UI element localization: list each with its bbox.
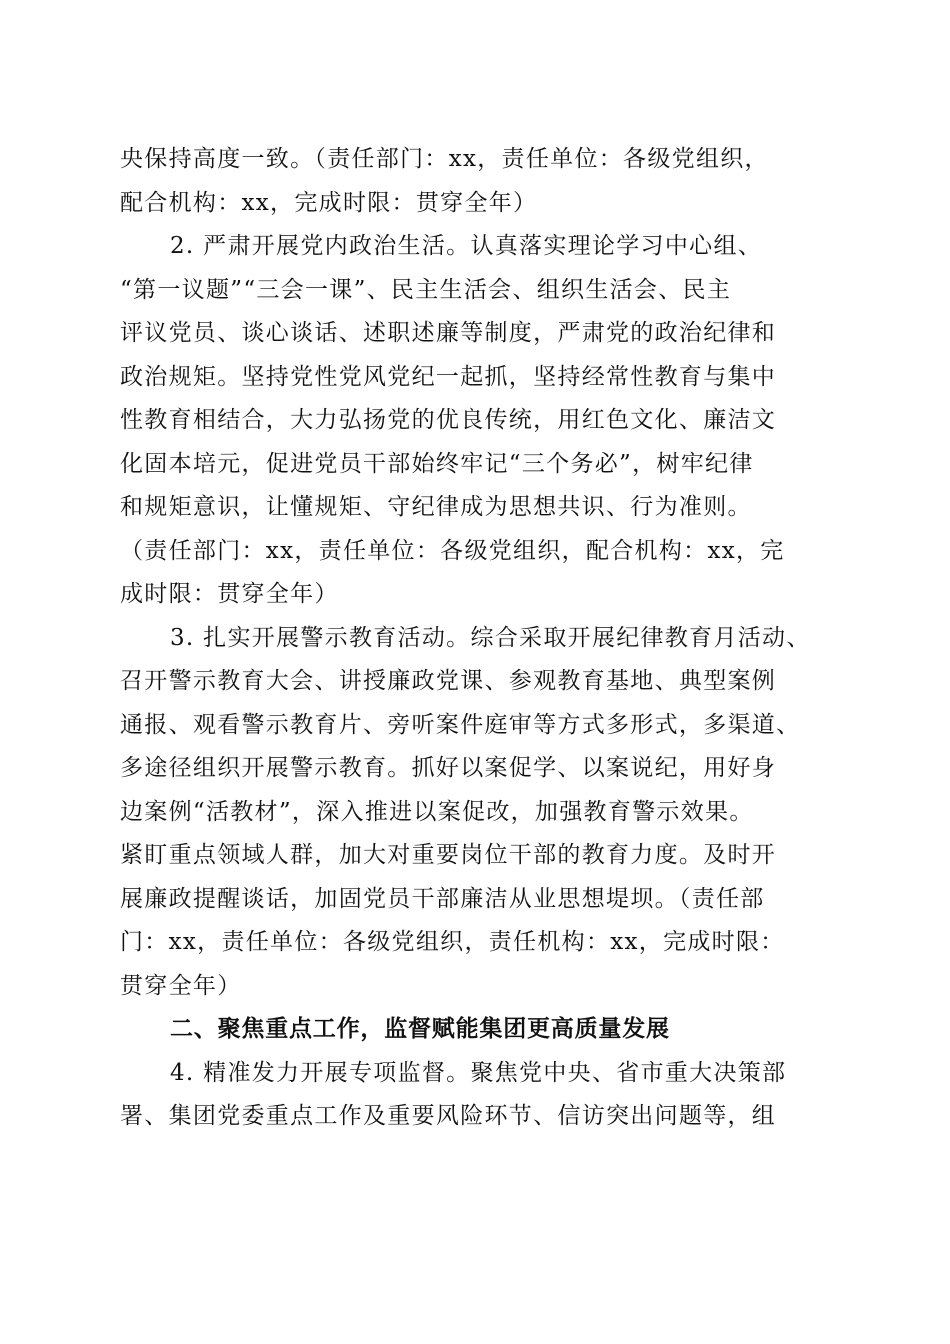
text-line: 边案例“活教材”，深入推进以案促改，加强教育警示效果。 [120, 798, 754, 825]
paragraph-start-item-4: 4. 精准发力开展专项监督。聚焦党中央、省市重大决策部 [170, 1059, 787, 1086]
text-line: （责任部门：xx，责任单位：各级党组织，配合机构：xx，完 [120, 537, 785, 564]
text-line: 展廉政提醒谈话，加固党员干部廉洁从业思想堤坝。（责任部 [120, 885, 765, 912]
text-line: 央保持高度一致。（责任部门：xx，责任单位：各级党组织， [120, 146, 769, 172]
text-line: 贯穿全年） [120, 972, 242, 999]
section-heading: 二、聚焦重点工作，监督赋能集团更高质量发展 [170, 1016, 670, 1042]
text-line: 紧盯重点领域人群，加大对重要岗位干部的教育力度。及时开 [120, 842, 777, 868]
text-line: 门：xx，责任单位：各级党组织，责任机构：xx，完成时限： [120, 929, 785, 955]
paragraph-start-item-2: 2. 严肃开展党内政治生活。认真落实理论学习中心组、 [170, 233, 763, 259]
text-line: 召开警示教育大会、讲授廉政党课、参观教育基地、典型案例 [120, 668, 777, 694]
text-line: 政治规矩。坚持党性党风党纪一起抓，坚持经常性教育与集中 [120, 363, 777, 390]
text-line: 署、集团党委重点工作及重要风险环节、信访突出问题等，组 [120, 1103, 777, 1129]
text-line: “第一议题”“三会一课”、民主生活会、组织生活会、民主 [120, 276, 732, 303]
paragraph-start-item-3: 3. 扎实开展警示教育活动。综合采取开展纪律教育月活动、 [170, 624, 811, 651]
text-line: 成时限：贯穿全年） [120, 581, 339, 607]
text-line: 性教育相结合，大力弘扬党的优良传统，用红色文化、廉洁文 [120, 407, 777, 433]
text-line: 通报、观看警示教育片、旁听案件庭审等方式多形式，多渠道、 [120, 711, 801, 738]
text-line: 化固本培元，促进党员干部始终牢记“三个务必”，树牢纪律 [120, 450, 754, 477]
text-line: 和规矩意识，让懂规矩、守纪律成为思想共识、行为准则。 [120, 494, 752, 520]
text-line: 评议党员、谈心谈话、述职述廉等制度，严肃党的政治纪律和 [120, 320, 777, 346]
text-line: 多途径组织开展警示教育。抓好以案促学、以案说纪，用好身 [120, 755, 777, 781]
document-body [120, 138, 826, 1139]
text-line: 配合机构：xx，完成时限：贯穿全年） [120, 189, 538, 216]
